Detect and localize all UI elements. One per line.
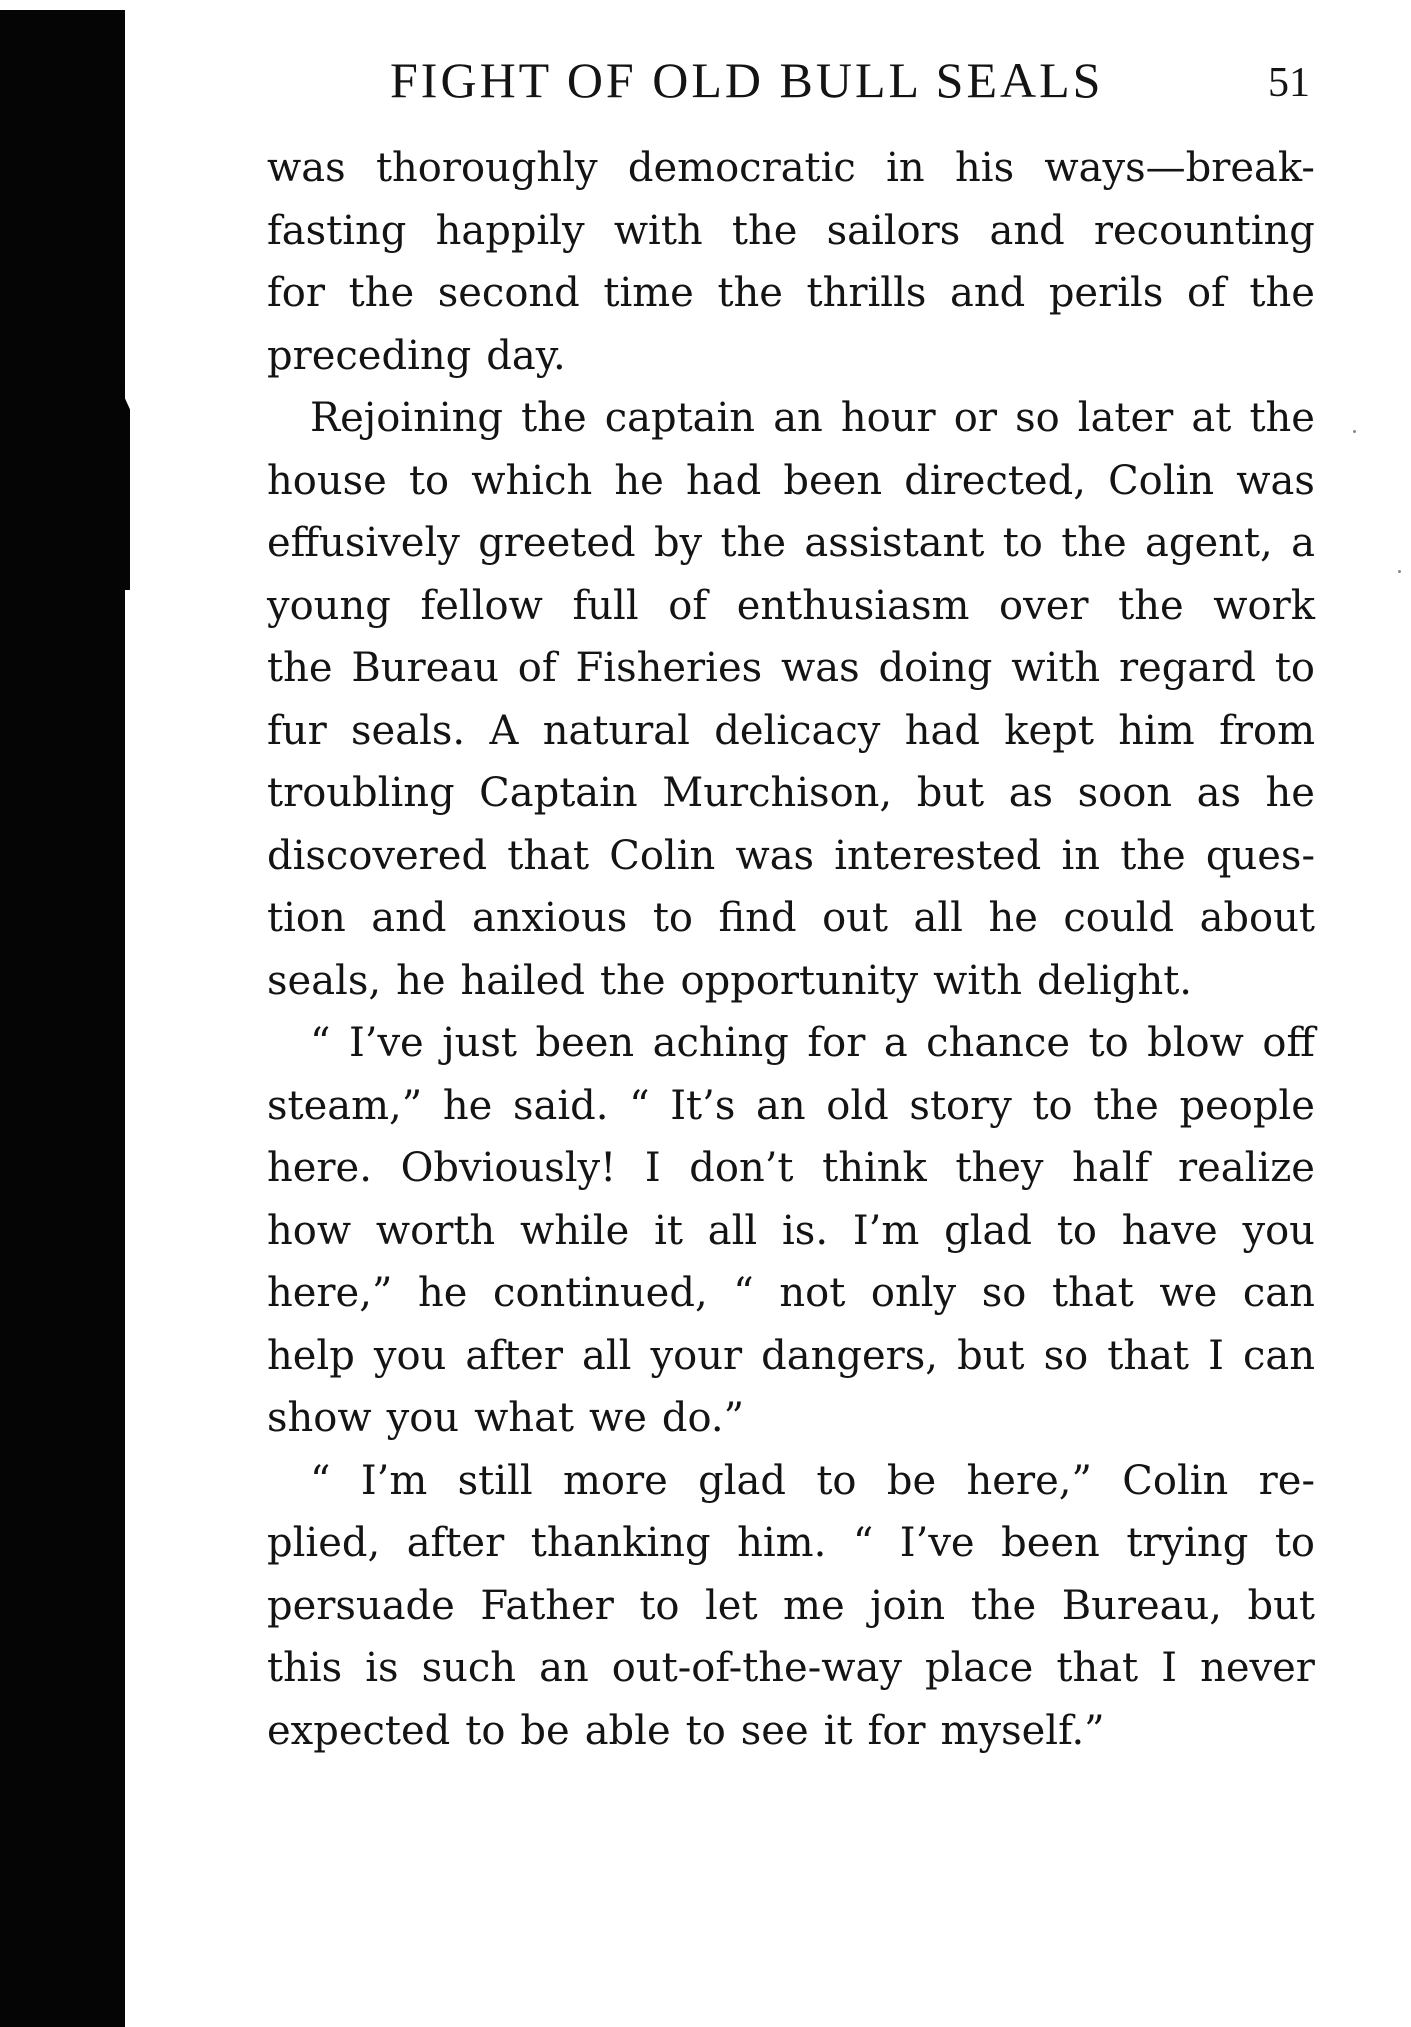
page-binding-shadow — [0, 10, 125, 2027]
body-text — [267, 137, 1315, 1762]
running-head: FIGHT OF OLD BULL SEALS — [390, 52, 1104, 108]
paper-speck — [1398, 570, 1401, 573]
paragraph — [267, 1450, 1315, 1763]
page-header — [390, 45, 1310, 115]
page-binding-notch — [100, 380, 130, 590]
page-number: 51 — [1268, 60, 1310, 106]
text-line: was thoroughly democratic in his ways—break- — [267, 145, 1315, 191]
text-line: “ I’ve just been aching for a chance to blow off — [310, 1020, 1315, 1066]
text-line: for the second time the thrills and perils of the — [267, 270, 1315, 316]
paragraph — [267, 137, 1315, 387]
text-line: fasting happily with the sailors and recounting — [267, 207, 1315, 254]
text-line: show you what we do.” — [267, 1395, 745, 1441]
text-line: seals, he hailed the opportunity with delight. — [267, 957, 1192, 1004]
text-line: here,” he continued, “ not only so that we can — [267, 1270, 1315, 1316]
text-line: the Bureau of Fisheries was doing with regard to — [267, 645, 1315, 691]
text-line: fur seals. A natural delicacy had kept him from — [267, 707, 1315, 754]
text-line: how worth while it all is. I’m glad to have you — [267, 1207, 1315, 1254]
text-line: “ I’m still more glad to be here,” Colin re- — [310, 1457, 1315, 1504]
text-line: troubling Captain Murchison, but as soon as he — [267, 770, 1315, 816]
paragraph — [267, 387, 1315, 1012]
text-line: this is such an out-of-the-way place that I never — [267, 1645, 1315, 1691]
text-line: effusively greeted by the assistant to the agent, a — [267, 520, 1315, 566]
text-line: young fellow full of enthusiasm over the work — [267, 582, 1315, 629]
text-line: preceding day. — [267, 332, 566, 379]
paper-speck — [1353, 430, 1356, 433]
text-line: persuade Father to let me join the Bureau, but — [267, 1582, 1315, 1629]
text-line: house to which he had been directed, Colin was — [267, 457, 1315, 504]
text-line: plied, after thanking him. “ I’ve been trying to — [267, 1520, 1315, 1566]
text-line: here. Obviously! I don’t think they half realize — [267, 1145, 1315, 1191]
text-line: discovered that Colin was interested in the ques- — [267, 832, 1315, 879]
text-line: tion and anxious to find out all he could about — [267, 895, 1315, 941]
paragraph — [267, 1012, 1315, 1450]
text-line: help you after all your dangers, but so that I can — [267, 1332, 1315, 1379]
text-line: expected to be able to see it for myself.” — [267, 1707, 1105, 1754]
text-line: Rejoining the captain an hour or so later at the — [310, 395, 1315, 441]
text-line: steam,” he said. “ It’s an old story to the people — [267, 1082, 1315, 1129]
